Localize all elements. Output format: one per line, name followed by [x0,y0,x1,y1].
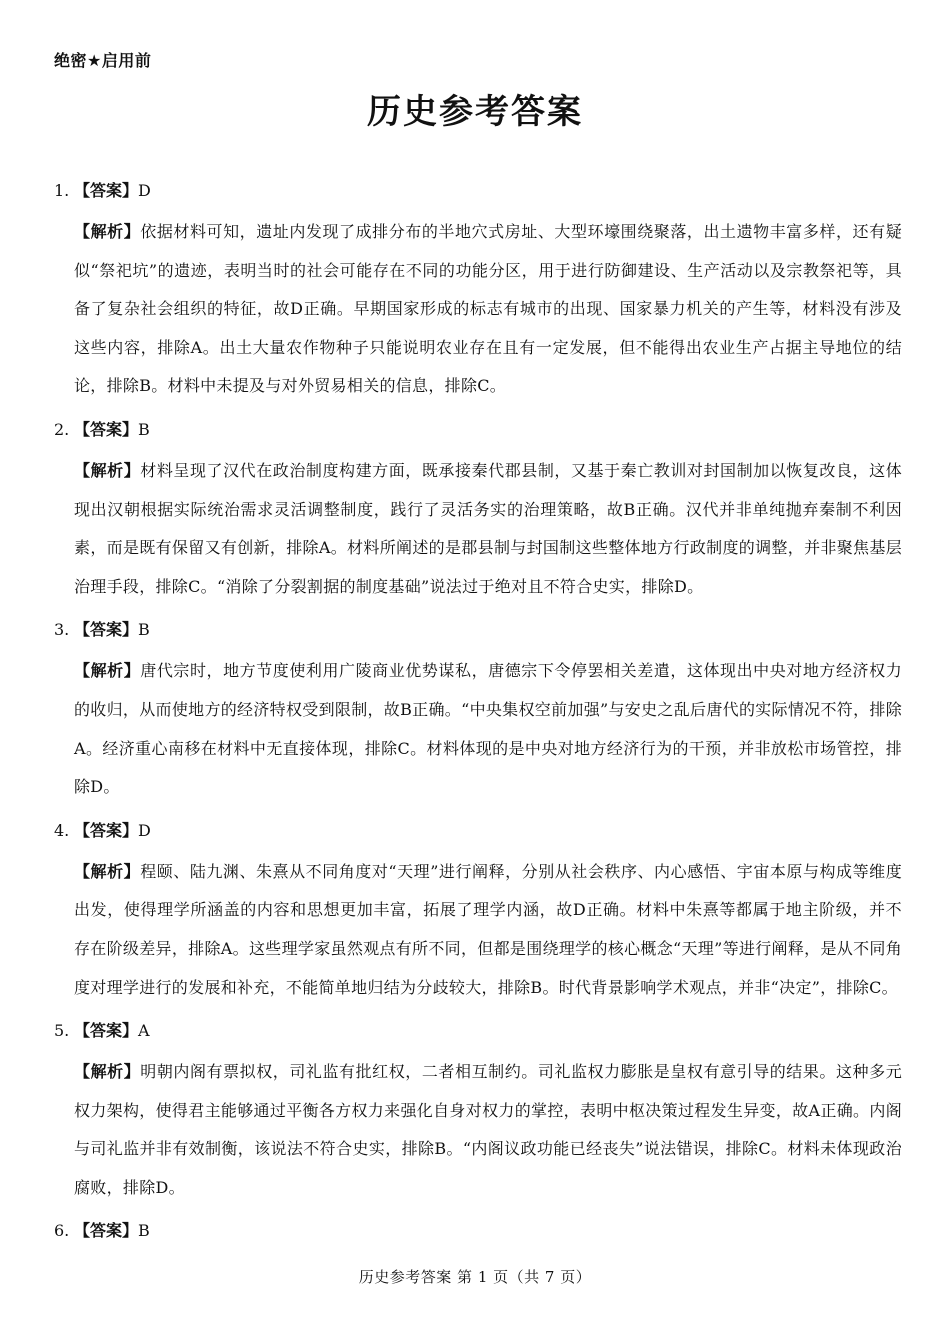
analysis-tag: 【解析】 [74,861,141,881]
question-number: 4. [54,820,70,840]
answer-list [54,176,902,1253]
page-title: 历史参考答案 [367,92,583,132]
answer-tag: 【答案】 [74,181,139,200]
question-number: 1. [54,181,70,200]
answer-line [54,615,902,645]
answer-value: A [138,1021,150,1041]
question-2 [54,415,902,606]
question-6 [54,1216,902,1246]
analysis-text: 材料呈现了汉代在政治制度构建方面，既承接秦代郡县制，又基于秦亡教训对封国制加以恢复改良，这体现出汉朝根据实际统治需求灵活调整制度，践行了灵活务实的治理策略，故B正确。汉代并非单纯抛弃秦制不利因素，而是既有保留又有创新，排除A。材料所阐述的是郡县制与封国制这些整体地方行政制度的调整，并非聚焦基层治理手段，排除C。“消除了分裂割据的制度基础”说法过于绝对且不符合史实，排除D。 [74,460,902,596]
answer-value: B [138,1221,150,1241]
answer-line [54,1016,902,1046]
answer-line [54,816,902,846]
analysis-tag: 【解析】 [74,1062,141,1082]
answer-tag: 【答案】 [74,1021,139,1041]
answer-line [54,176,902,206]
analysis-paragraph [54,1053,902,1207]
analysis-paragraph [54,452,902,606]
answer-tag: 【答案】 [74,620,139,640]
question-1 [54,176,902,406]
question-number: 5. [54,1021,70,1041]
question-number: 3. [54,620,70,640]
answer-value: B [138,419,150,439]
analysis-paragraph [54,652,902,806]
question-5 [54,1016,902,1207]
question-number: 2. [54,419,70,439]
answer-tag: 【答案】 [74,820,139,840]
analysis-tag: 【解析】 [74,222,141,241]
analysis-text: 唐代宗时，地方节度使利用广陵商业优势谋私，唐德宗下令停罢相关差遣，这体现出中央对地方经济权力的收归，从而使地方的经济特权受到限制，故B正确。“中央集权空前加强”与安史之乱后唐代的实际情况不符，排除A。经济重心南移在材料中无直接体现，排除C。材料体现的是中央对地方经济行为的干预，并非放松市场管控，排除D。 [74,661,902,797]
analysis-text: 明朝内阁有票拟权，司礼监有批红权，二者相互制约。司礼监权力膨胀是皇权有意引导的结果。这种多元权力架构，使得君主能够通过平衡各方权力来强化自身对权力的掌控，表明中枢决策过程发生异变，故A正确。内阁与司礼监并非有效制衡，该说法不符合史实，排除B。“内阁议政功能已经丧失”说法错误，排除C。材料未体现政治腐败，排除D。 [74,1062,902,1197]
answer-value: D [138,820,151,840]
question-3 [54,615,902,806]
analysis-paragraph [54,853,902,1007]
answer-line [54,1216,902,1246]
answer-tag: 【答案】 [74,1221,139,1241]
analysis-tag: 【解析】 [74,661,141,681]
answer-value: D [138,181,151,200]
answer-value: B [138,620,150,640]
analysis-paragraph [54,213,902,406]
answer-tag: 【答案】 [74,419,139,439]
page-footer: 历史参考答案 第 1 页（共 7 页） [358,1268,592,1286]
confidential-label: 绝密★启用前 [54,51,152,70]
question-number: 6. [54,1221,70,1241]
analysis-tag: 【解析】 [74,460,141,480]
question-4 [54,816,902,1007]
answer-line [54,415,902,445]
analysis-text: 程颐、陆九渊、朱熹从不同角度对“天理”进行阐释，分别从社会秩序、内心感悟、宇宙本原与构成等维度出发，使得理学所涵盖的内容和思想更加丰富，拓展了理学内涵，故D正确。材料中朱熹等都属于地主阶级，并不存在阶级差异，排除A。这些理学家虽然观点有所不同，但都是围绕理学的核心概念“天理”等进行阐释，是从不同角度对理学进行的发展和补充，不能简单地归结为分歧较大，排除B。时代背景影响学术观点，并非“决定”，排除C。 [74,861,902,997]
analysis-text: 依据材料可知，遗址内发现了成排分布的半地穴式房址、大型环壕围绕聚落，出土遗物丰富多样，还有疑似“祭祀坑”的遗迹，表明当时的社会可能存在不同的功能分区，用于进行防御建设、生产活动以及宗教祭祀等，具备了复杂社会组织的特征，故D正确。早期国家形成的标志有城市的出现、国家暴力机关的产生等，材料没有涉及这些内容，排除A。出土大量农作物种子只能说明农业存在且有一定发展，但不能得出农业生产占据主导地位的结论，排除B。材料中未提及与对外贸易相关的信息，排除C。 [74,222,902,396]
